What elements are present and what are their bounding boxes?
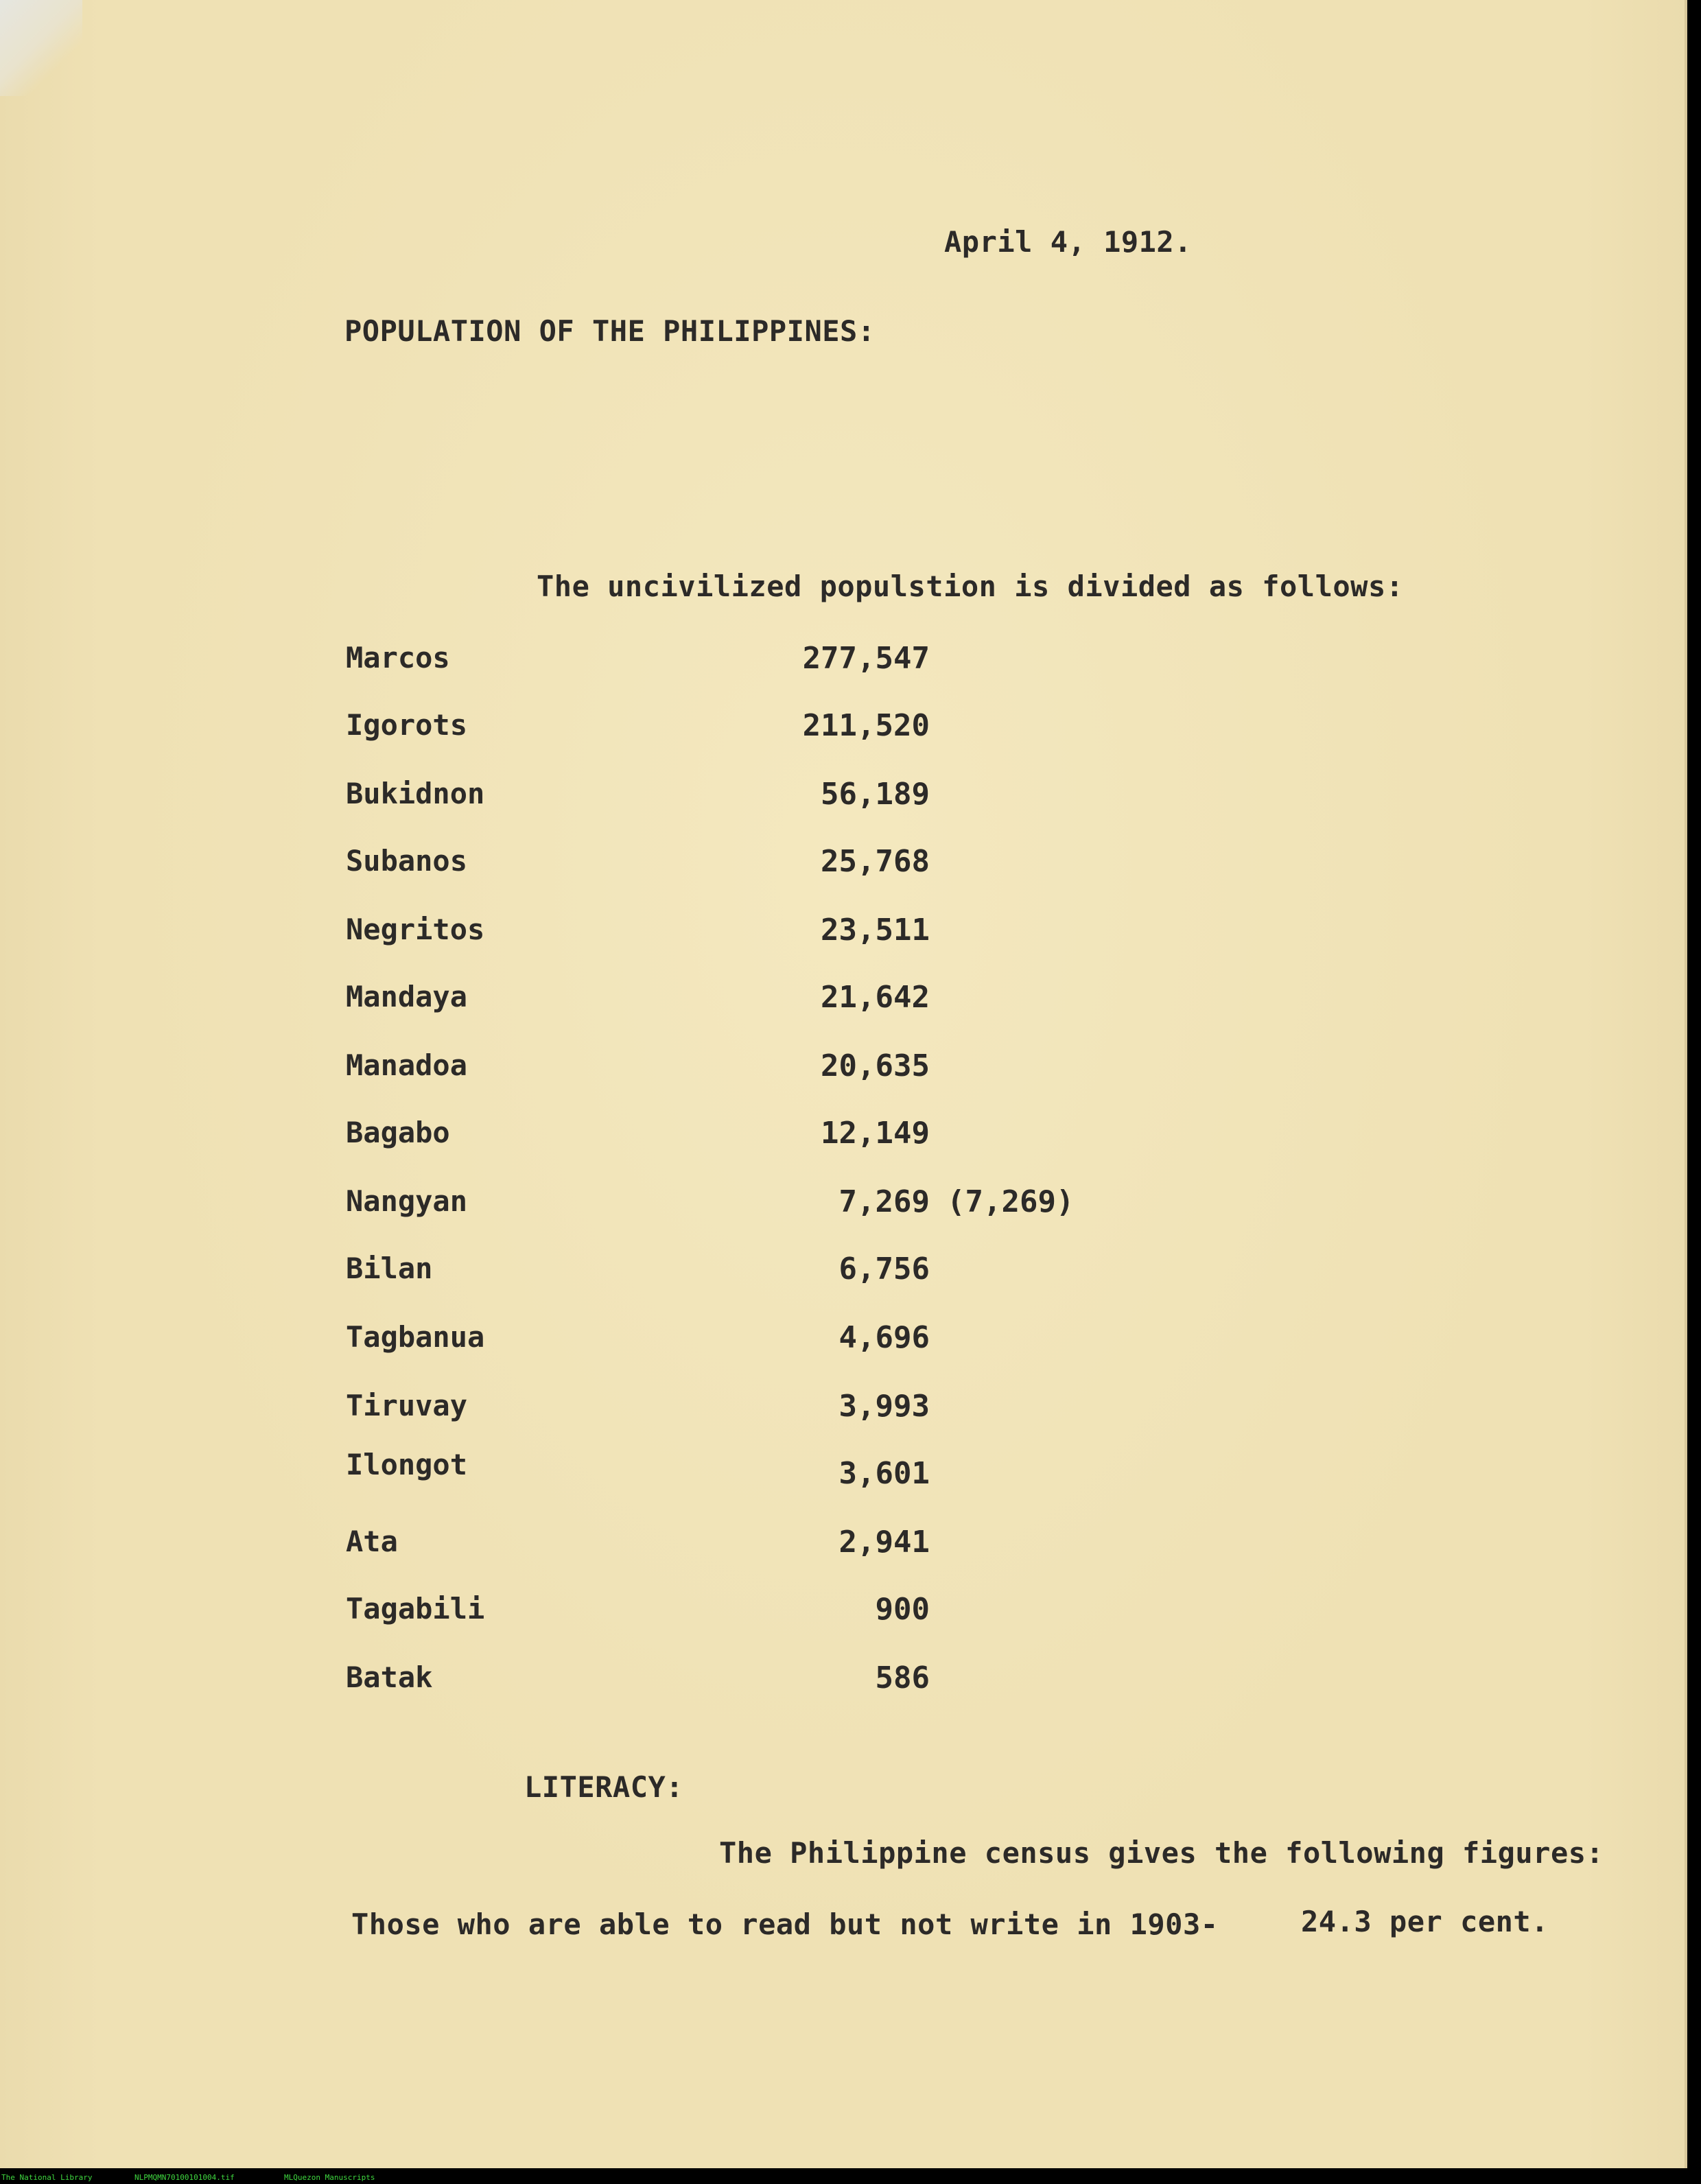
row-name: Batak — [346, 1660, 433, 1694]
row-value: 2,941 — [838, 1525, 930, 1560]
row-name: Bilan — [346, 1252, 433, 1285]
row-value: 211,520 — [802, 708, 930, 743]
row-value: 586 — [875, 1660, 930, 1695]
table-row — [0, 1448, 1166, 1489]
table-row — [0, 1048, 1166, 1090]
read-not-write-line: Those who are able to read but not write in 1903- — [351, 1907, 1219, 1941]
row-name: Manadoa — [346, 1048, 468, 1082]
row-value: 3,601 — [838, 1456, 930, 1491]
row-name: Ata — [346, 1525, 398, 1558]
row-value: 20,635 — [821, 1048, 930, 1083]
row-value: 56,189 — [821, 777, 930, 812]
table-row — [0, 1184, 1166, 1225]
row-value: 277,547 — [802, 641, 930, 676]
row-value: 21,642 — [821, 980, 930, 1015]
row-name: Tagabili — [346, 1592, 485, 1625]
literacy-heading: LITERACY: — [524, 1770, 684, 1804]
census-line: The Philippine census gives the following figures: — [719, 1836, 1604, 1870]
read-not-write-value: 24.3 per cent. — [1301, 1905, 1549, 1938]
table-row — [0, 1320, 1166, 1361]
document-date: April 4, 1912. — [944, 225, 1193, 259]
table-row — [0, 708, 1166, 749]
row-name: Ilongot — [346, 1448, 468, 1481]
table-row — [0, 777, 1166, 818]
row-name: Subanos — [346, 844, 468, 878]
row-note: (7,269) — [947, 1184, 1075, 1219]
row-name: Igorots — [346, 708, 468, 742]
table-row — [0, 1660, 1166, 1702]
row-value: 6,756 — [838, 1252, 930, 1287]
row-name: Mandaya — [346, 980, 468, 1013]
table-row — [0, 1252, 1166, 1293]
row-value: 4,696 — [838, 1320, 930, 1355]
table-row — [0, 1592, 1166, 1633]
table-row — [0, 641, 1166, 682]
document-heading: POPULATION OF THE PHILIPPINES: — [344, 314, 876, 348]
footer-collection: MLQuezon Manuscripts — [284, 2173, 375, 2182]
footer-library: The National Library — [1, 2173, 93, 2182]
table-row — [0, 1389, 1166, 1430]
row-name: Tiruvay — [346, 1389, 468, 1422]
row-value: 3,993 — [838, 1389, 930, 1424]
row-value: 900 — [875, 1592, 930, 1627]
table-row — [0, 1525, 1166, 1566]
row-name: Tagbanua — [346, 1320, 485, 1354]
row-value: 7,269 — [838, 1184, 930, 1219]
table-row — [0, 1116, 1166, 1157]
population-intro: The uncivilized populstion is divided as follows: — [537, 570, 1404, 603]
table-row — [0, 980, 1166, 1021]
table-row — [0, 844, 1166, 885]
row-name: Nangyan — [346, 1184, 468, 1218]
row-value: 12,149 — [821, 1116, 930, 1151]
row-value: 25,768 — [821, 844, 930, 879]
row-name: Bagabo — [346, 1116, 450, 1149]
row-name: Marcos — [346, 641, 450, 674]
row-name: Bukidnon — [346, 777, 485, 810]
footer-file: NLPMQMN70100101004.tif — [134, 2173, 235, 2182]
row-name: Negritos — [346, 913, 485, 946]
row-value: 23,511 — [821, 913, 930, 948]
scan-footer — [0, 2172, 1701, 2184]
paper-corner — [0, 0, 82, 96]
table-row — [0, 913, 1166, 954]
